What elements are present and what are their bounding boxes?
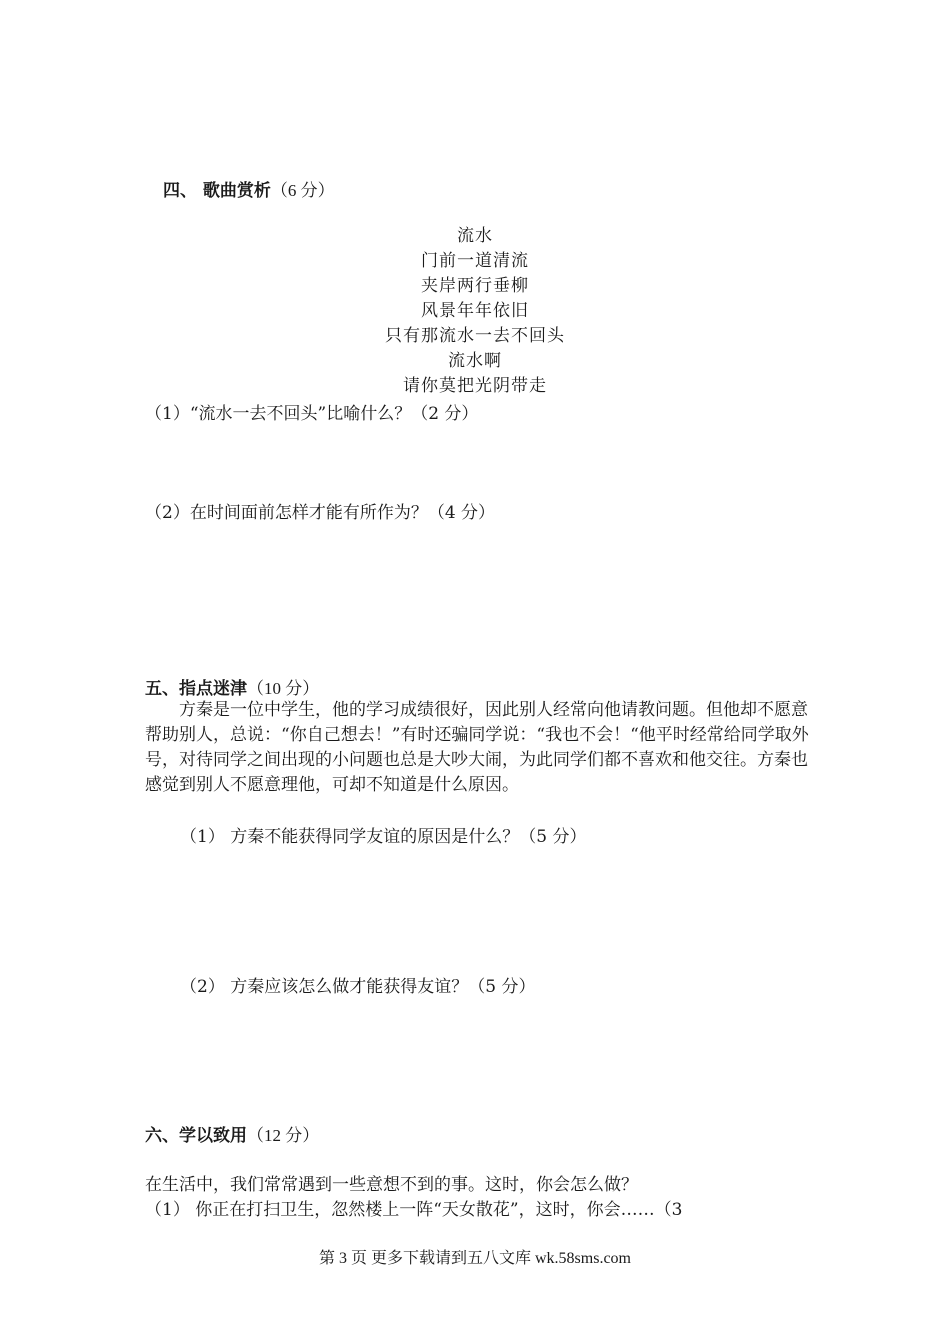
section4-title: 四、 歌曲赏析	[163, 181, 271, 201]
section6-heading	[145, 1121, 319, 1146]
section5-score: （10 分）	[247, 679, 320, 698]
lyric-line: 风景年年依旧	[421, 301, 529, 321]
section4-question-2: （2）在时间面前怎样才能有所作为？（4 分）	[145, 503, 496, 523]
lyric-line: 流水啊	[448, 351, 502, 371]
lyric-line: 流水	[457, 226, 493, 246]
section5-question-2: （2） 方秦应该怎么做才能获得友谊？（5 分）	[180, 977, 536, 997]
section4-heading	[163, 176, 335, 201]
lyric-line: 门前一道清流	[421, 251, 529, 271]
lyric-line: 夹岸两行垂柳	[421, 276, 529, 296]
section5-heading	[145, 674, 319, 699]
lyric-line: 请你莫把光阴带走	[403, 376, 547, 396]
section6-question-1: （1） 你正在打扫卫生，忽然楼上一阵“天女散花”，这时，你会……（3	[145, 1200, 683, 1220]
lyric-line: 只有那流水一去不回头	[385, 326, 565, 346]
section4-question-1: （1）“流水一去不回头”比喻什么？（2 分）	[145, 404, 479, 424]
section6-title: 六、学以致用	[145, 1126, 247, 1146]
section4-score: （6 分）	[270, 181, 335, 200]
section5-question-1: （1） 方秦不能获得同学友谊的原因是什么？（5 分）	[180, 827, 587, 847]
section5-passage: 方秦是一位中学生，他的学习成绩很好，因此别人经常向他请教问题。但他却不愿意帮助别人，总说：“你自己想去！”有时还骗同学说：“我也不会！“他平时经常给同学取外号，对待同学之间出现的小问题也总是大吵大闹，为此同学们都不喜欢和他交往。方秦也感觉到别人不愿意理他，可却不知道是什么原因。	[145, 700, 809, 795]
section5-title: 五、指点迷津	[145, 679, 247, 699]
section6-score: （12 分）	[247, 1126, 320, 1145]
section6-intro: 在生活中，我们常常遇到一些意想不到的事。这时，你会怎么做？	[145, 1175, 638, 1195]
song-lyrics	[0, 224, 950, 399]
page-footer: 第 3 页 更多下载请到五八文库 wk.58sms.com	[318, 1250, 631, 1267]
